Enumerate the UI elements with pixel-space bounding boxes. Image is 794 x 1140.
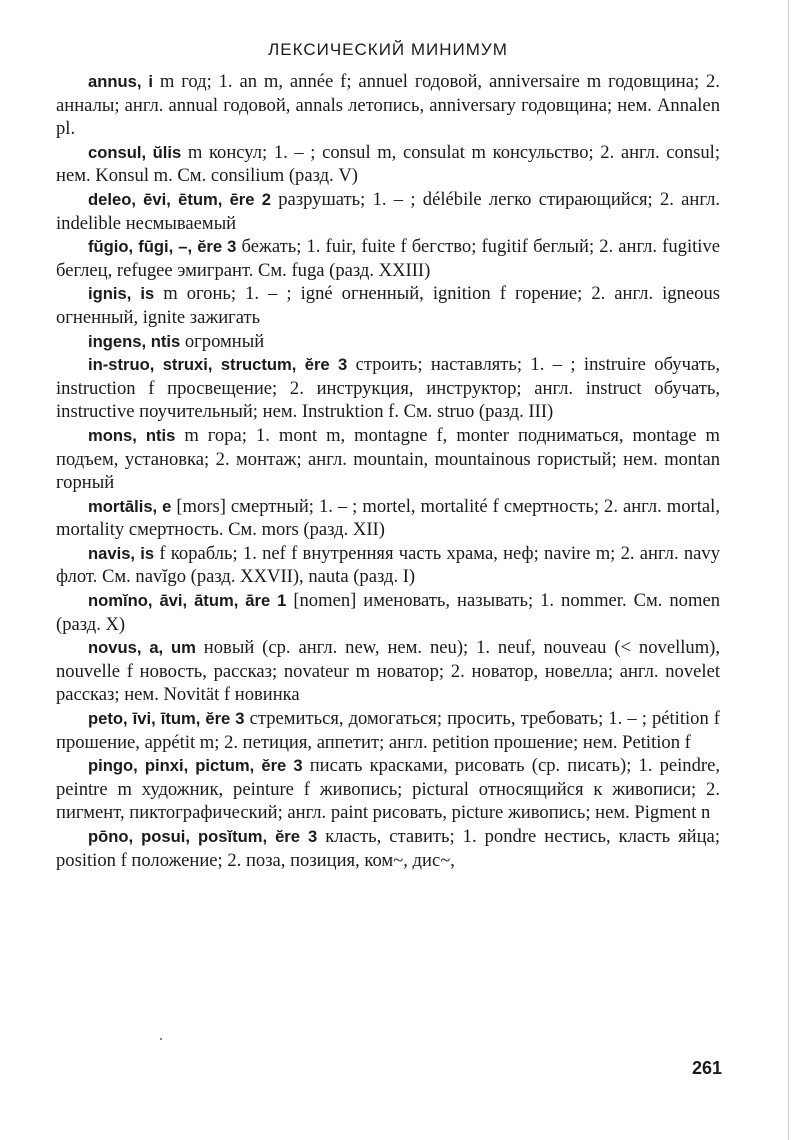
dictionary-entry <box>56 589 720 636</box>
page-number: 261 <box>692 1058 723 1078</box>
entry-text: f корабль; 1. nef f внутренняя часть храма, неф; navire m; 2. англ. navy флот. См. navĭgo (разд. XXVII), nauta (разд. I) <box>56 542 721 588</box>
dictionary-entry <box>56 825 720 872</box>
entry-text: огромный <box>180 330 265 352</box>
dictionary-entry <box>56 330 720 354</box>
entry-lemma: annus, i <box>88 72 153 91</box>
dictionary-entry <box>56 754 720 825</box>
dictionary-entry <box>56 707 720 754</box>
entry-text: m год; 1. an m, année f; annuel годовой, anniversaire m годовщина; 2. анналы; англ. annual годовой, annals летопись, anniversary годовщина; нем. Annalen pl. <box>56 71 720 140</box>
dictionary-entry <box>56 353 720 424</box>
entry-text: m гора; 1. mont m, montagne f, monter подниматься, montage m подъем, установка; 2. монтаж; англ. mountain, mountainous гористый; нем. montan горный <box>56 424 720 494</box>
entry-text: писать красками, рисовать (ср. писать); 1. peindre, peintre m художник, peinture f живопись; pictural относящийся к живописи; 2. пигмент, пиктографический; англ. paint рисовать, picture живопись; нем. Pigment n <box>56 755 720 824</box>
entry-lemma: pōno, posui, posĭtum, ĕre 3 <box>88 827 318 846</box>
dictionary-entry <box>56 70 720 141</box>
entry-lemma: mortālis, e <box>88 496 172 516</box>
entry-lemma: fŭgio, fūgi, –, ĕre 3 <box>88 237 237 257</box>
entry-text: разрушать; 1. – ; délébile легко стирающийся; 2. англ. indelible несмываемый <box>56 188 720 234</box>
entry-text: m консул; 1. – ; consul m, consulat m консульство; 2. англ. consul; нем. Konsul m. См. consilium (разд. V) <box>56 141 720 187</box>
dictionary-entry <box>56 282 720 329</box>
entry-text: m огонь; 1. – ; igné огненный, ignition f горение; 2. англ. igneous огненный, ignite зажигать <box>56 283 720 328</box>
entry-lemma: nomĭno, āvi, ātum, āre 1 <box>88 591 287 611</box>
entry-lemma: deleo, ēvi, ētum, ēre 2 <box>88 189 271 209</box>
entry-lemma: consul, ŭlis <box>88 142 182 162</box>
entry-lemma: ignis, is <box>88 284 155 304</box>
dictionary-entry <box>56 235 720 282</box>
entry-lemma: mons, ntis <box>88 425 176 445</box>
entry-lemma: navis, is <box>88 543 155 563</box>
entry-text: класть, ставить; 1. pondre нестись, класть яйца; position f положение; 2. поза, позиция, ком~, дис~, <box>56 826 720 871</box>
dictionary-entry <box>56 188 720 235</box>
entry-text: строить; наставлять; 1. – ; instruire обучать, instruction f просвещение; 2. инструкция, инструктор; англ. instruct обучать, instructive поучительный; нем. Instruktion f. См. struo (разд. III) <box>56 354 720 423</box>
entry-text: [mors] смертный; 1. – ; mortel, mortalité f смертность; 2. англ. mortal, mortality смертность. См. mors (разд. XII) <box>56 495 720 541</box>
running-header: ЛЕКСИЧЕСКИЙ МИНИМУМ <box>268 40 508 59</box>
dictionary-entry <box>56 141 720 188</box>
page-content <box>56 40 720 872</box>
page-edge <box>788 0 789 1140</box>
entries-list <box>56 70 720 872</box>
print-speck <box>160 1038 162 1040</box>
entry-text: бежать; 1. fuir, fuite f бегство; fugitif беглый; 2. англ. fugitive беглец, refugee эмигрант. См. fuga (разд. XXIII) <box>56 236 720 281</box>
entry-lemma: peto, īvi, ītum, ĕre 3 <box>88 709 245 729</box>
entry-lemma: novus, a, um <box>88 638 196 658</box>
dictionary-entry <box>56 636 720 707</box>
entry-text: стремиться, домогаться; просить, требовать; 1. – ; pétition f прошение, appétit m; 2. петиция, аппетит; англ. petition прошение; нем. Petition f <box>56 708 720 753</box>
dictionary-entry <box>56 542 720 589</box>
entry-lemma: ingens, ntis <box>88 331 181 351</box>
entry-lemma: pingo, pinxi, pictum, ĕre 3 <box>88 756 303 776</box>
entry-text: [nomen] именовать, называть; 1. nommer. См. nomen (разд. X) <box>56 590 720 635</box>
entry-text: новый (ср. англ. new, нем. neu); 1. neuf, nouveau (< novellum), nouvelle f новость, рассказ; novateur m новатор; 2. новатор, новелла; англ. novelet рассказ; нем. Novität f новинка <box>56 637 721 706</box>
entry-lemma: in-struo, struxi, structum, ĕre 3 <box>88 355 348 375</box>
dictionary-entry <box>56 424 720 495</box>
dictionary-entry <box>56 495 720 542</box>
